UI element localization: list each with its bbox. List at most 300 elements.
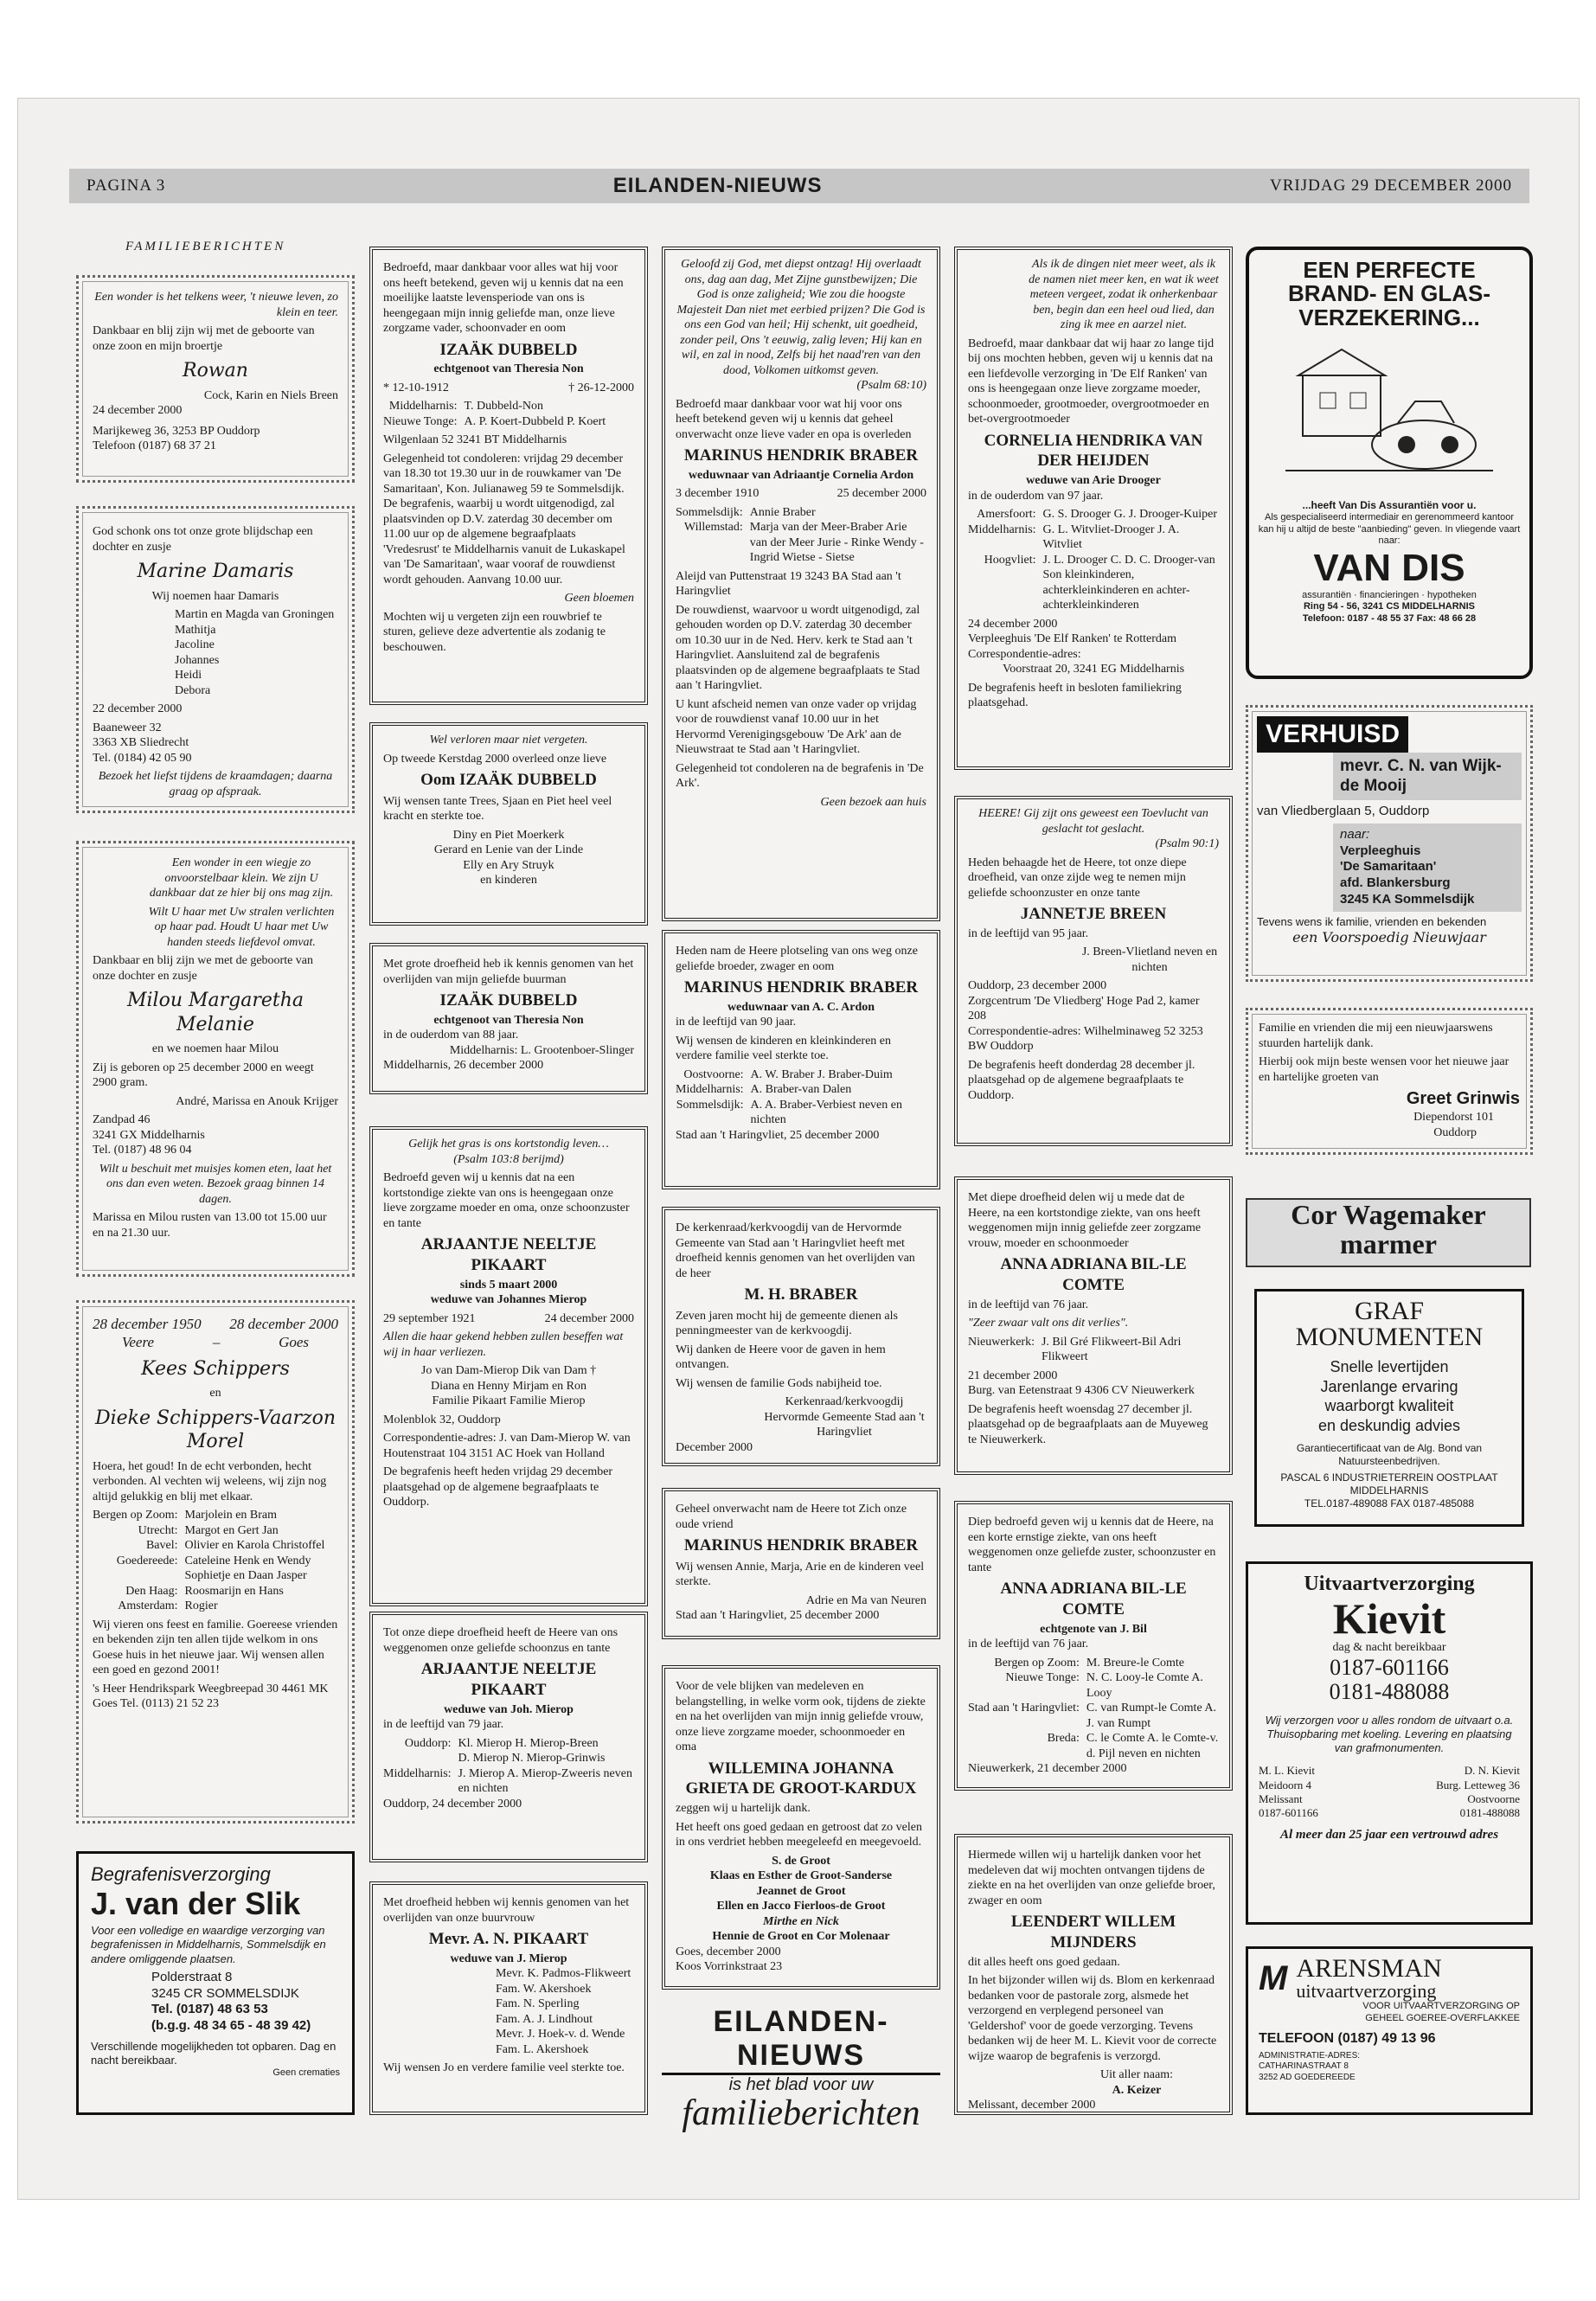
arensman-phone: TELEFOON (0187) 49 13 96 [1259,2030,1436,2046]
died-date: 24 december 2000 [544,1311,634,1325]
ad-callname: en we noemen haar Milou [151,1042,279,1055]
obituary-van-der-heijden [954,247,1233,770]
names: J. Mierop A. Mierop-Zweeris neven en nichten [458,1766,632,1795]
names: Marjolein en Bram [184,1509,278,1522]
moved-to-line: Verpleeghuis [1340,843,1421,858]
graf-title: GRAF [1354,1297,1425,1325]
deceased-sub: weduwnaar van Adriaantje Cornelia Ardon [688,468,914,482]
ad-date: 24 december 2000 [93,404,183,417]
ad-text: Bedroefd maar dankbaar voor wat hij voor ons heeft betekend geven wij u kennis dat geheel onverwacht onze lieve vader en opa is overleden [676,397,912,441]
arensman-address: CATHARINASTRAAT 8 [1259,2061,1349,2071]
vandis-line-2: Als gespecialiseerd intermediair en gerenommeerd kantoor kan hij u altijd de beste "aanbieding" geven. In vliegende vaart naar: [1258,511,1521,547]
ad-address: Burg. van Eetenstraat 9 4306 CV Nieuwerkerk [968,1384,1195,1397]
ad-poem: Gelijk het gras is ons kortstondig leven… [408,1138,609,1150]
ad-date: Nieuwerkerk, 21 december 2000 [968,1762,1127,1775]
from-name: Mirthe en Nick [763,1914,839,1928]
born-date: * 12-10-1912 [383,381,449,394]
family-table [383,399,634,429]
ad-note: Wilt u beschuit met muisjes komen eten, laat het ons dan even weten. Bezoek graag binnen 14 dagen. [99,1162,332,1206]
family-member: Jacoline [175,638,215,651]
deceased-sub: weduwe van Johannes Mierop [430,1293,587,1306]
place: Sommelsdijk: [676,505,743,519]
ad-text: Hoera, het goud! In de echt verbonden, hecht verbonden. Al vechten wij weleens, wij zijn nog altijd gelukkig en blij met elkaar. [93,1459,327,1503]
place: Amersfoort: [977,508,1036,521]
died-date: 25 december 2000 [836,487,926,501]
place-start: Veere [121,1334,155,1351]
arensman-ad [1246,1946,1533,2115]
vandis-line-1: ...heeft Van Dis Assurantiën voor u. [1302,498,1477,511]
ad-correspondence: Correspondentie-adres: J. van Dam-Mierop W. van Houtenstraat 104 3151 AC Hoek van Holland [383,1432,631,1460]
ad-poem-ref: (Psalm 103:8 berijmd) [453,1152,564,1166]
contact-line: 0187-601166 [1259,1806,1318,1820]
ad-text: Op tweede Kerstdag 2000 overleed onze lieve [383,752,607,766]
place: Nieuwerkerk: [968,1335,1035,1349]
ad-date: 24 december 2000 [968,617,1058,631]
slik-phone: Tel. (0187) 48 63 53 [151,2002,268,2017]
obituary-braber-friend [662,1488,940,1639]
ad-text-2: Zeven jaren mocht hij de gemeente dienen als penningmeester van de kerkvoogdij. [676,1309,898,1338]
names: Rogier [184,1599,218,1612]
contact-line: 0181-488088 [1459,1806,1520,1820]
graf-address: PASCAL 6 INDUSTRIETERREIN OOSTPLAAT MIDDELHARNIS [1280,1471,1498,1497]
ad-text: Met diepe droefheid delen wij u mede dat de Heere, na een kortstondige ziekte, van ons heeft weggenomen mijn innig geliefde zeer zorgzame vrouw, moeder en schoonmoeder [968,1191,1202,1250]
deceased-since: sinds 5 maart 2000 [459,1278,558,1292]
ad-text: Tot onze diepe droefheid heeft de Heere van ons weggenomen onze geliefde schoonzus en tante [383,1626,619,1655]
moved-ad [1246,705,1533,982]
place: Middelharnis: [388,400,458,413]
ad-text-2: zeggen wij u hartelijk dank. [676,1802,811,1815]
ad-text-3: Het heeft ons goed gedaan en getroost dat zo velen in ons verdriet hebben meegeleefd en meegevoeld. [676,1820,922,1849]
ad-date: 22 december 2000 [93,702,183,715]
vandis-address: Ring 54 - 56, 3241 CS MIDDELHARNIS [1303,601,1476,612]
kievit-ad [1246,1561,1533,1925]
from-list [676,1854,926,1945]
ad-city: 3241 GX Middelharnis [93,1128,205,1142]
ad-from: André, Marissa en Anouk Krijger [176,1094,338,1108]
ad-details: De begrafenis heeft woensdag 27 december jl. plaatsgehad op de begraafplaats aan de Muyeweg te Nieuwerkerk. [968,1402,1208,1446]
place: Den Haag: [125,1584,178,1598]
moved-to-label: naar: [1340,826,1370,842]
family-table [93,1508,338,1614]
ad-poem: Als ik de dingen niet meer weet, als ik de namen niet meer ken, en wat ik weet meteen vergeet, zodat ik onherkenbaar ben, begin dan een heel oud lied, dan zing ik mee en aarzel niet. [1029,258,1219,331]
contact-line: Meidoorn 4 [1259,1778,1312,1791]
from-name: Mevr. J. Hoek-v. d. Wende [496,2028,625,2041]
place: Goedereede: [116,1554,178,1567]
place: Bergen op Zoom: [93,1509,178,1522]
baby-name: Marine Damaris [137,561,294,582]
anniversary-places [93,1333,338,1351]
names: D. Mierop N. Mierop-Grinwis [458,1752,606,1765]
graf-line: waarborgt kwaliteit [1324,1397,1454,1414]
ad-correspondence: Correspondentie-adres: [968,647,1081,661]
ad-address: Koos Vorrinkstraat 23 [676,1960,783,1973]
deceased-name: LEENDERT WILLEM MIJNDERS [1010,1913,1176,1952]
greeting-address: Diependorst 101 [1413,1111,1494,1124]
names: J. Bil Gré Flikweert-Bil Adri Flikweert [1041,1335,1182,1363]
family-list: Jo van Dam-Mierop Dik van Dam † Diana en Henny Mirjam en Ron Familie Pikaart Familie Mierop [420,1364,597,1407]
ad-poem: HEERE! Gij zijt ons geweest een Toevlucht van geslacht tot geslacht. [978,807,1208,836]
anniversary-dates [93,1315,338,1333]
ad-correspondence: Correspondentie-adres: Wilhelminaweg 52 3253 BW Ouddorp [968,1024,1203,1054]
ad-text-2: dit alles heeft ons goed gedaan. [968,1955,1120,1969]
ad-phone: Tel. (0187) 48 96 04 [93,1144,192,1157]
ad-text-3: Wij danken de Heere voor de gaven in hem ontvangen. [676,1343,886,1372]
place: Willemstad: [683,521,743,535]
ad-text: Met grote droefheid heb ik kennis genomen van het overlijden van mijn geliefde buurman [383,958,634,986]
ad-date: Goes, december 2000 [676,1945,781,1958]
ad-text-2: Wij wensen de kinderen en kleinkinderen en verdere familie veel sterkte toe. [676,1034,892,1063]
deceased-name: Oom IZAÄK DUBBELD [420,771,597,789]
deceased-name: IZAÄK DUBBELD [439,340,578,359]
place: Nieuwe Tonge: [1005,1671,1080,1684]
greeting-ad [1246,1008,1533,1155]
graf-title-2: MONUMENTEN [1295,1323,1484,1351]
obituary-bil-le-comte-2 [954,1501,1233,1791]
slik-title: Begrafenisverzorging [91,1863,271,1885]
ad-text: Voor de vele blijken van medeleven en belangstelling, in welke vorm ook, tijdens de ziekte en na het overlijden van mijn innig geliefde vrouw, onze lieve zorgzame moeder, schoonmoeder en oma [676,1680,926,1753]
deceased-age: in de leeftijd van 90 jaar. [676,1016,797,1029]
from-list [383,828,634,888]
kievit-footer: Al meer dan 25 jaar een vertrouwd adres [1279,1828,1499,1843]
deceased-name: ARJAANTJE NEELTJE PIKAART [420,1235,597,1274]
ad-from: Middelharnis: L. Grootenboer-Slinger [449,1043,634,1057]
greeting-text: Familie en vrienden die mij een nieuwjaarswens stuurden hartelijk dank. [1259,1022,1493,1050]
graf-ad [1254,1289,1524,1527]
names: G. L. Witvliet-Drooger J. A. Witvliet [1042,522,1180,551]
place: Bergen op Zoom: [994,1656,1080,1670]
ad-text-3: In het bijzonder willen wij ds. Blom en kerkenraad bedanken voor de pastorale zorg, alsmede het verzorgend en verplegend personeel van 'Geldershof' voor de goede verzorging. Tevens bedanken wij de heer M. L. Kievit voor de correcte wijze waarop de begrafenis is verzorgd. [968,1974,1217,2063]
thanks-de-groot [662,1665,940,1990]
church-notice-braber [662,1207,940,1466]
ad-address: 's Heer Hendrikspark Weegbreepad 30 4461 MK Goes Tel. (0113) 21 52 23 [93,1682,329,1710]
ad-text: Bedroefd geven wij u kennis dat na een kortstondige ziekte van ons is heengegaan onze lieve zorgzame moeder en oma, onze schoonzuster en tante [383,1171,630,1230]
page-header [69,169,1529,203]
arensman-logo-icon: M [1259,1959,1288,1997]
kievit-phone-1: 0187-601166 [1330,1654,1449,1680]
names: Margot en Gert Jan [184,1523,279,1537]
from-name: Fam. A. J. Lindhout [496,2012,593,2026]
arensman-address: 3252 AD GOEDEREEDE [1259,2072,1356,2082]
ad-text: Diep bedroefd geven wij u kennis dat de Heere, na een korte ernstige ziekte, van ons heeft weggenomen onze geliefde zuster, schoonzuster en tante [968,1516,1216,1574]
kievit-contact-1 [1259,1764,1318,1820]
ad-text-2: Wij wensen tante Trees, Sjaan en Piet heel veel kracht en sterkte toe. [383,794,612,824]
vandis-sub: assurantiën · financieringen · hypotheken [1302,589,1477,600]
names: A. A. Braber-Verbiest neven en nichten [750,1098,902,1127]
name-1: Kees Schippers [141,1357,290,1380]
ad-text-2: Wij wensen Annie, Marja, Arie en de kinderen veel sterkte. [676,1560,925,1589]
ad-no-flowers: Geen bloemen [564,592,634,606]
deceased-name: WILLEMINA JOHANNA GRIETA DE GROOT-KARDUX [685,1759,917,1798]
ad-correspondence-address: Voorstraat 20, 3241 EG Middelharnis [1002,663,1185,676]
ad-callname: Wij noemen haar Damaris [151,589,279,603]
ad-date: Stad aan 't Haringvliet, 25 december 2000 [676,1128,880,1142]
section-title: FAMILIEBERICHTEN [125,240,286,253]
wagemaker-ad [1246,1198,1531,1267]
names: Cateleine Henk en Wendy Sophietje en Daan Jasper [184,1554,311,1582]
names: A. W. Braber J. Braber-Duim [750,1067,893,1081]
ad-from: J. Breen-Vlietland neven en nichten [1081,945,1218,974]
ad-poem-ref: (Psalm 68:10) [856,379,926,392]
ad-poem: Een wonder in een wiegje zo onvoorstelbaar klein. We zijn U dankbaar dat ze hier bij ons mag zijn. [149,856,334,900]
ad-address: Marijkeweg 36, 3253 BP Ouddorp [93,424,260,438]
ad-details: De begrafenis heeft in besloten familiekring plaatsgehad. [968,681,1182,709]
names: Olivier en Karola Christoffel [184,1539,325,1552]
baby-name: Rowan [183,360,248,381]
name-2: Dieke Schippers-Vaarzon Morel [94,1407,337,1452]
birth-ad-damaris [76,506,355,813]
greeting-text-2: Hierbij ook mijn beste wensen voor het nieuwe jaar en hartelijke groeten van [1259,1055,1509,1084]
place-end: Goes [279,1334,310,1351]
kievit-name: Kievit [1332,1594,1446,1643]
from-name: Fam. W. Akershoek [496,1982,592,1996]
ad-text: Bedroefd, maar dankbaar voor alles wat hij voor ons heeft betekend, geven wij u kennis dat na een moeilijke laatste levensperiode van ons is heengegaan mijn innig geliefde man, onze lieve zorgzame vader, schoonvader en oom [383,261,624,335]
deceased-name: JANNETJE BREEN [1020,905,1167,923]
ad-born: Zij is geboren op 25 december 2000 en weegt 2900 gram. [93,1061,314,1089]
vandis-headline: EEN PERFECTE BRAND- EN GLAS- VERZEKERING... [1288,257,1490,330]
place: Middelharnis: [383,1766,452,1780]
deceased-age: in de leeftijd van 95 jaar. [968,926,1089,940]
slik-contact [91,1970,340,2035]
names: C. van Rumpt-le Comte A. J. van Rumpt [1086,1702,1216,1730]
family-table [968,1656,1219,1762]
moved-name: mevr. C. N. van Wijk-de Mooij [1333,753,1522,801]
born-date: 3 december 1910 [676,487,760,501]
ad-text: Heden nam de Heere plotseling van ons weg onze geliefde broeder, zwager en oom [676,945,918,973]
deceased-sub: weduwe van J. Mierop [450,1952,567,1965]
names: J. L. Drooger C. D. C. Drooger-van Son kleinkinderen, achterkleinkinderen en achter-achterkleinkinderen [1042,553,1215,612]
ad-note: Wij wensen Jo en verdere familie veel sterkte toe. [383,2061,625,2075]
from-name: Fam. L. Akershoek [496,2042,589,2056]
ad-text: Met droefheid hebben wij kennis genomen van het overlijden van onze buurvrouw [383,1896,630,1925]
graf-guarantee: Garantiecertificaat van de Alg. Bond van Natuursteenbedrijven. [1296,1442,1483,1467]
family-table [968,507,1219,613]
deceased-age: in de ouderdom van 97 jaar. [968,489,1104,503]
birth-ad-rowan [76,275,355,483]
life-dates [676,486,926,502]
vandis-ad [1246,247,1533,679]
deceased-age: in de leeftijd van 79 jaar. [383,1718,504,1731]
obituary-breen [954,796,1233,1146]
slik-footer: Verschillende mogelijkheden tot opbaren. Dag en nacht bereikbaar. [91,2039,337,2067]
ad-address: Wilgenlaan 52 3241 BT Middelharnis [383,433,567,447]
ad-phone: Telefoon (0187) 68 37 21 [93,439,216,452]
family-member: Johannes [175,653,220,667]
ad-city: 3363 XB Sliedrecht [93,736,189,749]
vandis-logo: VAN DIS [1313,547,1465,590]
contact-line: D. N. Kievit [1464,1764,1520,1778]
life-dates [383,1311,634,1327]
ad-from-label: Uit aller naam: [1100,2068,1173,2081]
from-name: Mevr. K. Padmos-Flikweert [496,1967,631,1981]
vandis-phone: Telefoon: 0187 - 48 55 37 Fax: 48 66 28 [1302,613,1477,625]
deceased-name: ANNA ADRIANA BIL-LE COMTE [1000,1255,1187,1294]
names: Roosmarijn en Hans [184,1584,284,1598]
ad-text: God schonk ons tot onze grote blijdschap een dochter en zusje [93,525,313,554]
from-name: S. de Groot [772,1854,830,1868]
born-date: 29 september 1921 [383,1311,476,1325]
obituary-neighbour [369,943,648,1094]
contact-line: Burg. Letteweg 36 [1436,1778,1520,1791]
deceased-age: in de ouderdom van 88 jaar. [383,1029,519,1042]
slik-address: Polderstraat 8 [151,1969,233,1984]
place: Utrecht: [138,1523,178,1537]
deceased-name: CORNELIA HENDRIKA VAN DER HEIJDEN [984,431,1203,471]
thanks-mijnders [954,1834,1233,2115]
from-list [383,1966,634,2057]
ad-details: De rouwdienst, waarvoor u wordt uitgenodigd, zal gehouden worden op D.V. zaterdag 30 december om 10.30 uur in de Ned. Herv. kerk te Stad aan 't Haringvliet. Aansluitend zal de begrafenis plaatsvinden op de algemene begraafplaats te Stad aan 't Haringvliet. [676,603,920,693]
ad-date: Ouddorp, 23 december 2000 [968,979,1107,993]
ad-text: Geheel onverwacht nam de Heere tot Zich onze oude vriend [676,1503,907,1531]
ad-footer: Wij vieren ons feest en familie. Goereese vrienden en bekenden zijn ten allen tijde welkom in ons Goese huis in het nieuwe jaar. Wij wensen allen een goed en gezond 2001! [93,1618,338,1676]
ad-poem-ref: (Psalm 90:1) [1155,837,1219,850]
obituary-oom-izaak [369,722,648,926]
ad-from: Adrie en Ma van Neuren [805,1593,926,1607]
ad-poem: Geloofd zij God, met diepst ontzag! Hij overlaadt ons, dag aan dag, Met Zijne gunstbewijzen; Die God is onze zaligheid; Wie zou die hoogste Majesteit Dan niet met eerbied prijzen? Die God is ons een God van heil; Hij schenkt, uit goedheid, zonder peil, Ons 't eeuwig, zalig leven; Hij kan en wil, en zal in nood, Zelfs bij het naad'ren van den dood, Volkomen uitkomst geven. [676,258,926,377]
moved-title: VERHUISD [1257,716,1408,753]
deceased-sub: weduwnaar van A. C. Ardon [727,1000,875,1014]
ad-date: Ouddorp, 24 december 2000 [383,1797,522,1811]
place: Nieuwe Tonge: [383,414,458,428]
obituary-braber-2 [662,930,940,1189]
arensman-line: GEHEEL GOEREE-OVERFLAKKEE [1365,2012,1520,2023]
ad-from: A. Keizer [1112,2083,1162,2097]
deceased-age: in de leeftijd van 76 jaar. [968,1298,1089,1311]
deceased-sub: echtgenoot van Theresia Non [433,362,584,376]
ad-details: Gelegenheid tot condoleren: vrijdag 29 december van 18.30 tot 19.30 uur in de rouwkamer van 'De Samaritaan', Kon. Julianaweg 59 te Sommelsdijk. De begrafenis, waarbij u wordt uitgenodigd, zal plaatsvinden op D.V. zaterdag 30 december om 11.00 uur op de algemene begraafplaats 'Vredesrust' te Middelharnis vanuit de Lukaskapel van 'De Samaritaan', waar vooraf de rouwdienst wordt gehouden. Aanvang 10.00 uur. [383,452,625,586]
page-number: PAGINA 3 [87,176,166,195]
ad-poem-2: Allen die haar gekend hebben zullen beseffen wat wij in haar verliezen. [383,1330,624,1359]
arensman-titles [1296,1956,1441,2001]
family-member: Debora [175,683,211,697]
arensman-sub: uitvaartverzorging [1296,1980,1437,2002]
ad-address: Zandpad 46 [93,1113,151,1126]
names: M. Breure-le Comte [1086,1656,1185,1670]
anniversary-ad [76,1300,355,1823]
ad-date: December 2000 [676,1440,753,1454]
promo-line: is het blad voor uw [728,2075,874,2094]
date-start: 28 december 1950 [93,1316,202,1332]
wagemaker-marmer: marmer [1340,1228,1437,1260]
family-member: Martin en Magda van Groningen [175,608,335,621]
contact-line: Oostvoorne [1467,1791,1520,1805]
ad-from: Cock, Karin en Niels Breen [203,388,338,402]
family-member: Mathitja [175,623,216,637]
ad-text: Heden behaagde het de Heere, tot onze diepe droefheid, van onze zijde weg te nemen mijn geliefde schoonzuster en onze tante [968,856,1187,900]
from-name: Fam. N. Sperling [496,1997,580,2011]
ad-quote: "Zeer zwaar valt ons dit verlies". [968,1317,1129,1330]
family-table [968,1335,1219,1365]
ad-details: De begrafenis heeft heden vrijdag 29 december plaatsgehad op de algemene begraafplaats te Ouddorp. [383,1465,613,1509]
vandis-illustration [1258,336,1521,492]
contact-line: Melissant [1259,1791,1303,1805]
ad-date: Melissant, december 2000 [968,2099,1096,2112]
from-name: Jeannet de Groot [756,1884,846,1898]
names: Annie Braber [749,505,816,519]
place: Middelharnis: [676,1083,744,1097]
place: Amsterdam: [118,1599,178,1612]
from-name: Diny en Piet Moerkerk [452,828,565,842]
place: Sommelsdijk: [676,1098,744,1112]
names: G. S. Drooger G. J. Drooger-Kuiper [1042,508,1218,521]
deceased-age: in de leeftijd van 76 jaar. [968,1638,1089,1650]
obituary-buurvrouw [369,1881,648,2115]
deceased-name: Mevr. A. N. PIKAART [428,1930,589,1948]
family-table [676,505,926,566]
arensman-header [1259,1956,1520,2001]
deceased-sub: echtgenoot van Theresia Non [433,1013,584,1027]
place: Breda: [1047,1732,1080,1745]
date-end: 28 december 2000 [229,1316,338,1332]
ad-text: Hiermede willen wij u hartelijk danken voor het medeleven dat wij mochten ontvangen tijdens de ziekte en na het overlijden van onze geliefde broer, zwager en oom [968,1849,1215,1907]
place: Stad aan 't Haringvliet: [968,1702,1080,1715]
ad-address: Aleijd van Puttenstraat 19 3243 BA Stad aan 't Haringvliet [676,569,901,599]
greeting-city: Ouddorp [1433,1125,1477,1139]
ad-rest: Marissa en Milou rusten van 13.00 tot 15.00 uur en na 21.30 uur. [93,1211,327,1240]
slik-phone-alt: (b.g.g. 48 34 65 - 48 39 42) [151,2018,311,2034]
promo-logo: EILANDEN-NIEUWS [662,2005,940,2075]
deceased-sub: echtgenote van J. Bil [1040,1622,1147,1636]
place: Ouddorp: [404,1736,452,1750]
graf-line: Snelle levertijden [1330,1358,1449,1375]
place [383,1751,452,1766]
obituary-pikaart [369,1126,648,1606]
slik-small: Geen crematies [272,2067,340,2079]
moved-to-line: 'De Samaritaan' [1340,859,1437,875]
kievit-title: Uitvaartverzorging [1304,1573,1475,1595]
deceased-name: ARJAANTJE NEELTJE PIKAART [420,1660,597,1699]
arensman-name: ARENSMAN [1296,1954,1442,1983]
from-name: Hennie de Groot en Cor Molenaar [712,1930,890,1943]
slik-name: J. van der Slik [91,1885,301,1921]
died-date: † 26-12-2000 [568,381,634,394]
family-table [676,1067,926,1128]
deceased-name: MARINUS HENDRIK BRABER [683,446,919,465]
life-dates [383,381,634,396]
from-name: Ellen en Jacco Fierloos-de Groot [716,1900,886,1913]
ad-poem-2: Wilt U haar met Uw stralen verlichten op haar pad. Houdt U haar met Uw handen steeds liefdevol omvat. [148,905,335,949]
graf-line: Jarenlange ervaring [1320,1377,1458,1395]
ad-details-3: Gelegenheid tot condoleren na de begrafenis in 'De Ark'. [676,761,924,791]
moved-wish-2: een Voorspoedig Nieuwjaar [1292,928,1486,945]
ad-address: Molenblok 32, Ouddorp [383,1413,501,1426]
obituary-braber [662,247,940,921]
names: Marja van der Meer-Braber Arie van der Meer Jurie - Rinke Wendy - Ingrid Wietse - Sietse [749,521,924,565]
graf-phone: TEL.0187-489088 FAX 0187-485088 [1304,1497,1475,1509]
names: A. P. Koert-Dubbeld P. Koert [464,414,606,428]
house-fire-illustration [1277,341,1502,488]
from-name: Elly en Ary Struyk [463,858,554,872]
ad-address: Baaneweer 32 [93,721,162,734]
obituary-pikaart-2 [369,1612,648,1862]
deceased-name: M. H. BRABER [744,1285,858,1304]
contact-line: M. L. Kievit [1259,1764,1315,1778]
deceased-name: IZAÄK DUBBELD [439,991,578,1009]
kievit-sub: dag & nacht bereikbaar [1332,1641,1446,1654]
ad-no-visit: Geen bezoek aan huis [820,795,926,809]
moved-wish: Tevens wens ik familie, vrienden en bekenden [1257,914,1487,928]
names: A. Braber-van Dalen [750,1083,852,1097]
deceased-name: ANNA ADRIANA BIL-LE COMTE [1000,1580,1187,1618]
ad-details: De begrafenis heeft donderdag 28 december jl. plaatsgehad op de algemene begraafplaats te Ouddorp. [968,1058,1195,1102]
arensman-address: ADMINISTRATIE-ADRES: [1259,2050,1361,2061]
deceased-name: MARINUS HENDRIK BRABER [683,1536,919,1554]
baby-name: Milou Margaretha Melanie [126,990,304,1035]
ad-text-4: Wij wensen de familie Gods nabijheid toe. [676,1376,882,1390]
promo-ad [662,2005,940,2133]
place: Bavel: [145,1539,178,1552]
deceased-sub: weduwe van Joh. Mierop [444,1702,574,1716]
from-name: Klaas en Esther de Groot-Sanderse [709,1869,893,1882]
